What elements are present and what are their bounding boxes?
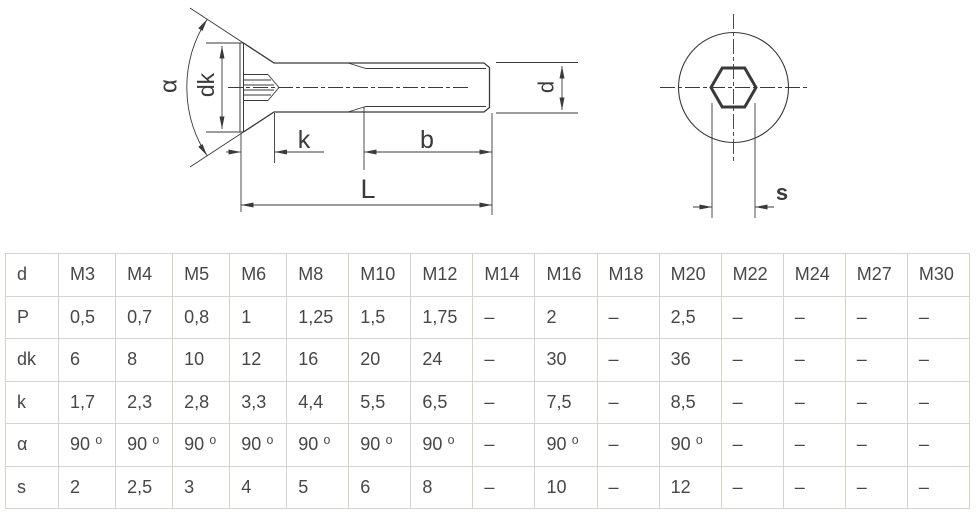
value-cell: 1,75: [411, 296, 473, 339]
value-cell: 2,5: [116, 466, 173, 509]
d-label: d: [533, 80, 559, 94]
value-cell: 8: [116, 339, 173, 382]
value-cell: 0,8: [173, 296, 230, 339]
value-cell: –: [473, 339, 535, 382]
screw-end-view: [660, 14, 807, 218]
b-label: b: [420, 126, 434, 154]
value-cell: 16: [287, 339, 349, 382]
value-cell: M30: [907, 254, 969, 297]
value-cell: 6,5: [411, 381, 473, 424]
value-cell: 2,8: [173, 381, 230, 424]
dk-label: dk: [193, 72, 219, 98]
value-cell: 5,5: [349, 381, 411, 424]
value-cell: 2: [535, 296, 597, 339]
dim-k: [226, 113, 324, 212]
value-cell: 8: [411, 466, 473, 509]
value-cell: M6: [230, 254, 287, 297]
value-cell: 90 ⁰: [349, 424, 411, 467]
end-view-centerlines: [660, 14, 807, 162]
value-cell: 90 ⁰: [59, 424, 116, 467]
value-cell: 2: [59, 466, 116, 509]
value-cell: 90 ⁰: [659, 424, 721, 467]
dim-b: [364, 107, 492, 215]
value-cell: –: [473, 466, 535, 509]
value-cell: 30: [535, 339, 597, 382]
value-cell: 5: [287, 466, 349, 509]
alpha-label: α: [155, 79, 183, 93]
value-cell: M5: [173, 254, 230, 297]
row-label-cell: dk: [6, 339, 59, 382]
value-cell: 6: [59, 339, 116, 382]
value-cell: –: [721, 381, 783, 424]
value-cell: –: [907, 381, 969, 424]
value-cell: –: [721, 296, 783, 339]
value-cell: 90 ⁰: [230, 424, 287, 467]
value-cell: –: [597, 296, 659, 339]
value-cell: 90 ⁰: [173, 424, 230, 467]
value-cell: –: [783, 339, 845, 382]
table-row: [6, 381, 970, 424]
value-cell: 1,25: [287, 296, 349, 339]
value-cell: 6: [349, 466, 411, 509]
spec-table: [5, 253, 970, 509]
value-cell: 0,7: [116, 296, 173, 339]
value-cell: –: [783, 424, 845, 467]
value-cell: M20: [659, 254, 721, 297]
value-cell: –: [907, 339, 969, 382]
value-cell: 20: [349, 339, 411, 382]
value-cell: –: [721, 466, 783, 509]
value-cell: 24: [411, 339, 473, 382]
value-cell: –: [721, 424, 783, 467]
value-cell: 2,3: [116, 381, 173, 424]
table-header-row: [6, 254, 970, 297]
value-cell: 10: [535, 466, 597, 509]
value-cell: –: [473, 381, 535, 424]
dim-s: [693, 103, 788, 218]
row-label-cell: s: [6, 466, 59, 509]
value-cell: M16: [535, 254, 597, 297]
value-cell: M8: [287, 254, 349, 297]
value-cell: 1,5: [349, 296, 411, 339]
value-cell: 10: [173, 339, 230, 382]
screw-side-view: [156, 8, 579, 215]
spec-table-body: [6, 254, 970, 509]
value-cell: –: [907, 424, 969, 467]
row-label-cell: k: [6, 381, 59, 424]
row-label-cell: α: [6, 424, 59, 467]
value-cell: 90 ⁰: [287, 424, 349, 467]
value-cell: M10: [349, 254, 411, 297]
dim-L: [241, 174, 492, 205]
dim-d: [496, 63, 578, 114]
value-cell: 36: [659, 339, 721, 382]
table-row: [6, 339, 970, 382]
L-label: L: [360, 174, 376, 204]
value-cell: –: [907, 466, 969, 509]
value-cell: –: [597, 339, 659, 382]
value-cell: 12: [230, 339, 287, 382]
value-cell: –: [845, 424, 907, 467]
value-cell: 4,4: [287, 381, 349, 424]
value-cell: –: [783, 466, 845, 509]
value-cell: –: [597, 381, 659, 424]
table-row: [6, 466, 970, 509]
k-label: k: [297, 126, 311, 154]
value-cell: –: [845, 466, 907, 509]
value-cell: M27: [845, 254, 907, 297]
s-label: s: [775, 180, 789, 205]
value-cell: M24: [783, 254, 845, 297]
value-cell: –: [597, 424, 659, 467]
value-cell: –: [845, 381, 907, 424]
value-cell: 0,5: [59, 296, 116, 339]
value-cell: 2,5: [659, 296, 721, 339]
value-cell: –: [907, 296, 969, 339]
b-extension-lines: [364, 107, 492, 215]
value-cell: –: [845, 296, 907, 339]
value-cell: M14: [473, 254, 535, 297]
value-cell: –: [473, 424, 535, 467]
value-cell: 8,5: [659, 381, 721, 424]
value-cell: –: [783, 296, 845, 339]
value-cell: 1: [230, 296, 287, 339]
value-cell: 90 ⁰: [535, 424, 597, 467]
k-extension-lines: [241, 113, 275, 212]
value-cell: 3: [173, 466, 230, 509]
value-cell: 12: [659, 466, 721, 509]
value-cell: 7,5: [535, 381, 597, 424]
value-cell: 3,3: [230, 381, 287, 424]
value-cell: –: [597, 466, 659, 509]
row-label-cell: P: [6, 296, 59, 339]
value-cell: 4: [230, 466, 287, 509]
value-cell: –: [473, 296, 535, 339]
row-label-cell: d: [6, 254, 59, 297]
value-cell: M22: [721, 254, 783, 297]
value-cell: M4: [116, 254, 173, 297]
value-cell: 90 ⁰: [116, 424, 173, 467]
table-row: [6, 424, 970, 467]
value-cell: –: [721, 339, 783, 382]
technical-drawing: [0, 0, 976, 250]
value-cell: M12: [411, 254, 473, 297]
table-row: [6, 296, 970, 339]
value-cell: 90 ⁰: [411, 424, 473, 467]
value-cell: –: [783, 381, 845, 424]
value-cell: M18: [597, 254, 659, 297]
value-cell: 1,7: [59, 381, 116, 424]
value-cell: –: [845, 339, 907, 382]
value-cell: M3: [59, 254, 116, 297]
